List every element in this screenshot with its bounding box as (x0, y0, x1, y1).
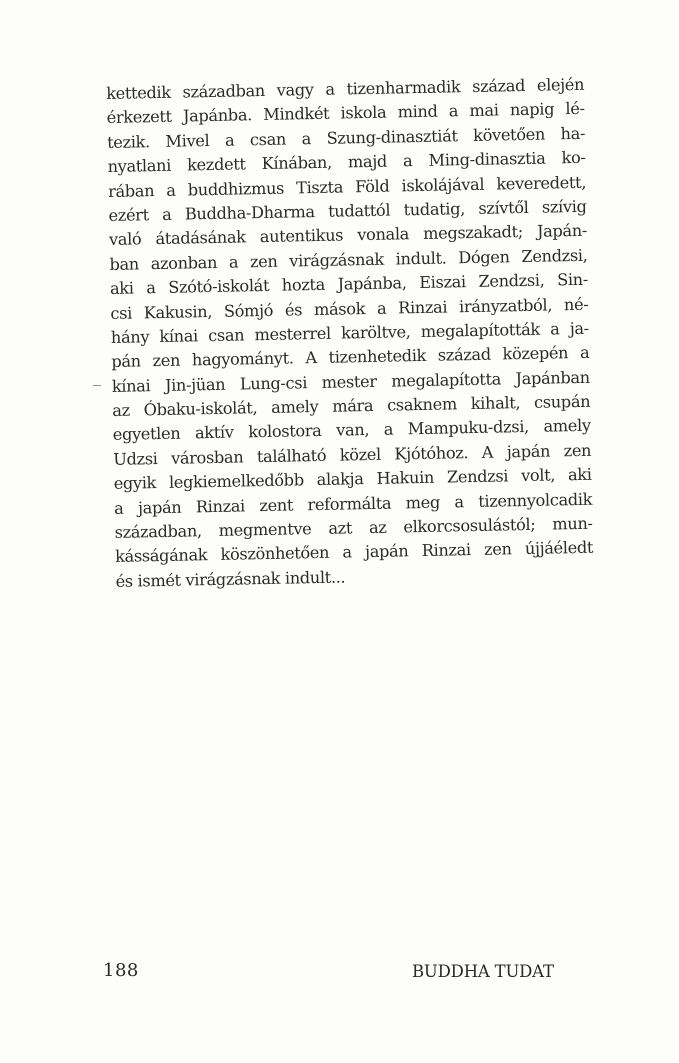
text-line: nyatlani kezdett Kínában, majd a Ming-dinasztia ko- (107, 147, 586, 177)
text-line: hány kínai csan mesterrel karöltve, megalapították a ja- (110, 318, 589, 347)
text-line: egyetlen aktív kolostora van, a Mampuku-dzsi, amely (112, 416, 591, 445)
text-line: ban azonban a zen virágzásnak indult. Dógen Zendzsi, (109, 245, 588, 274)
text-line: aki a Szótó-iskolát hozta Japánba, Eiszai Zendzsi, Sin- (109, 269, 589, 299)
margin-mark (93, 385, 101, 386)
text-line: században, megmentve azt az elkorcsosulástól; mun- (114, 513, 593, 542)
body-text (106, 73, 594, 594)
text-line: kínai Jin-jüan Lung-csi mester megalapította Japánban (111, 367, 590, 396)
text-line: érkezett Japánba. Mindkét iskola mind a mai napig lé- (106, 99, 585, 128)
text-line: csi Kakusin, Sómjó és mások a Rinzai irányzatból, né- (110, 294, 589, 323)
text-line: kettedik században vagy a tizenharmadik század elején (106, 74, 585, 103)
text-line: pán zen hagyományt. A tizenhetedik század közepén a (111, 343, 590, 372)
text-line: tezik. Mivel a csan a Szung-dinasztiát követően ha- (106, 123, 586, 152)
text-line: és ismét virágzásnak indult... (115, 567, 346, 591)
text-line: rában a buddhizmus Tiszta Föld iskolájával keveredett, (107, 172, 587, 201)
running-title: BUDDHA TUDAT (412, 962, 554, 981)
page-number: 188 (103, 960, 139, 981)
text-line: ezért a Buddha-Dharma tudattól tudatig, szívtől szívig (108, 196, 587, 225)
text-line: az Óbaku-iskolát, amely mára csaknem kihalt, csupán (112, 391, 591, 421)
text-line: való átadásának autentikus vonala megszakadt; Japán- (108, 221, 588, 250)
text-line: egyik legkiemelkedőbb alakja Hakuin Zendzsi volt, aki (113, 465, 592, 494)
text-line: Udzsi városban található közel Kjótóhoz. A japán zen (113, 440, 592, 469)
text-line: a japán Rinzai zent reformálta meg a tizennyolcadik (113, 489, 593, 518)
text-line: kásságának köszönhetően a japán Rinzai zen újjáéledt (114, 538, 594, 567)
